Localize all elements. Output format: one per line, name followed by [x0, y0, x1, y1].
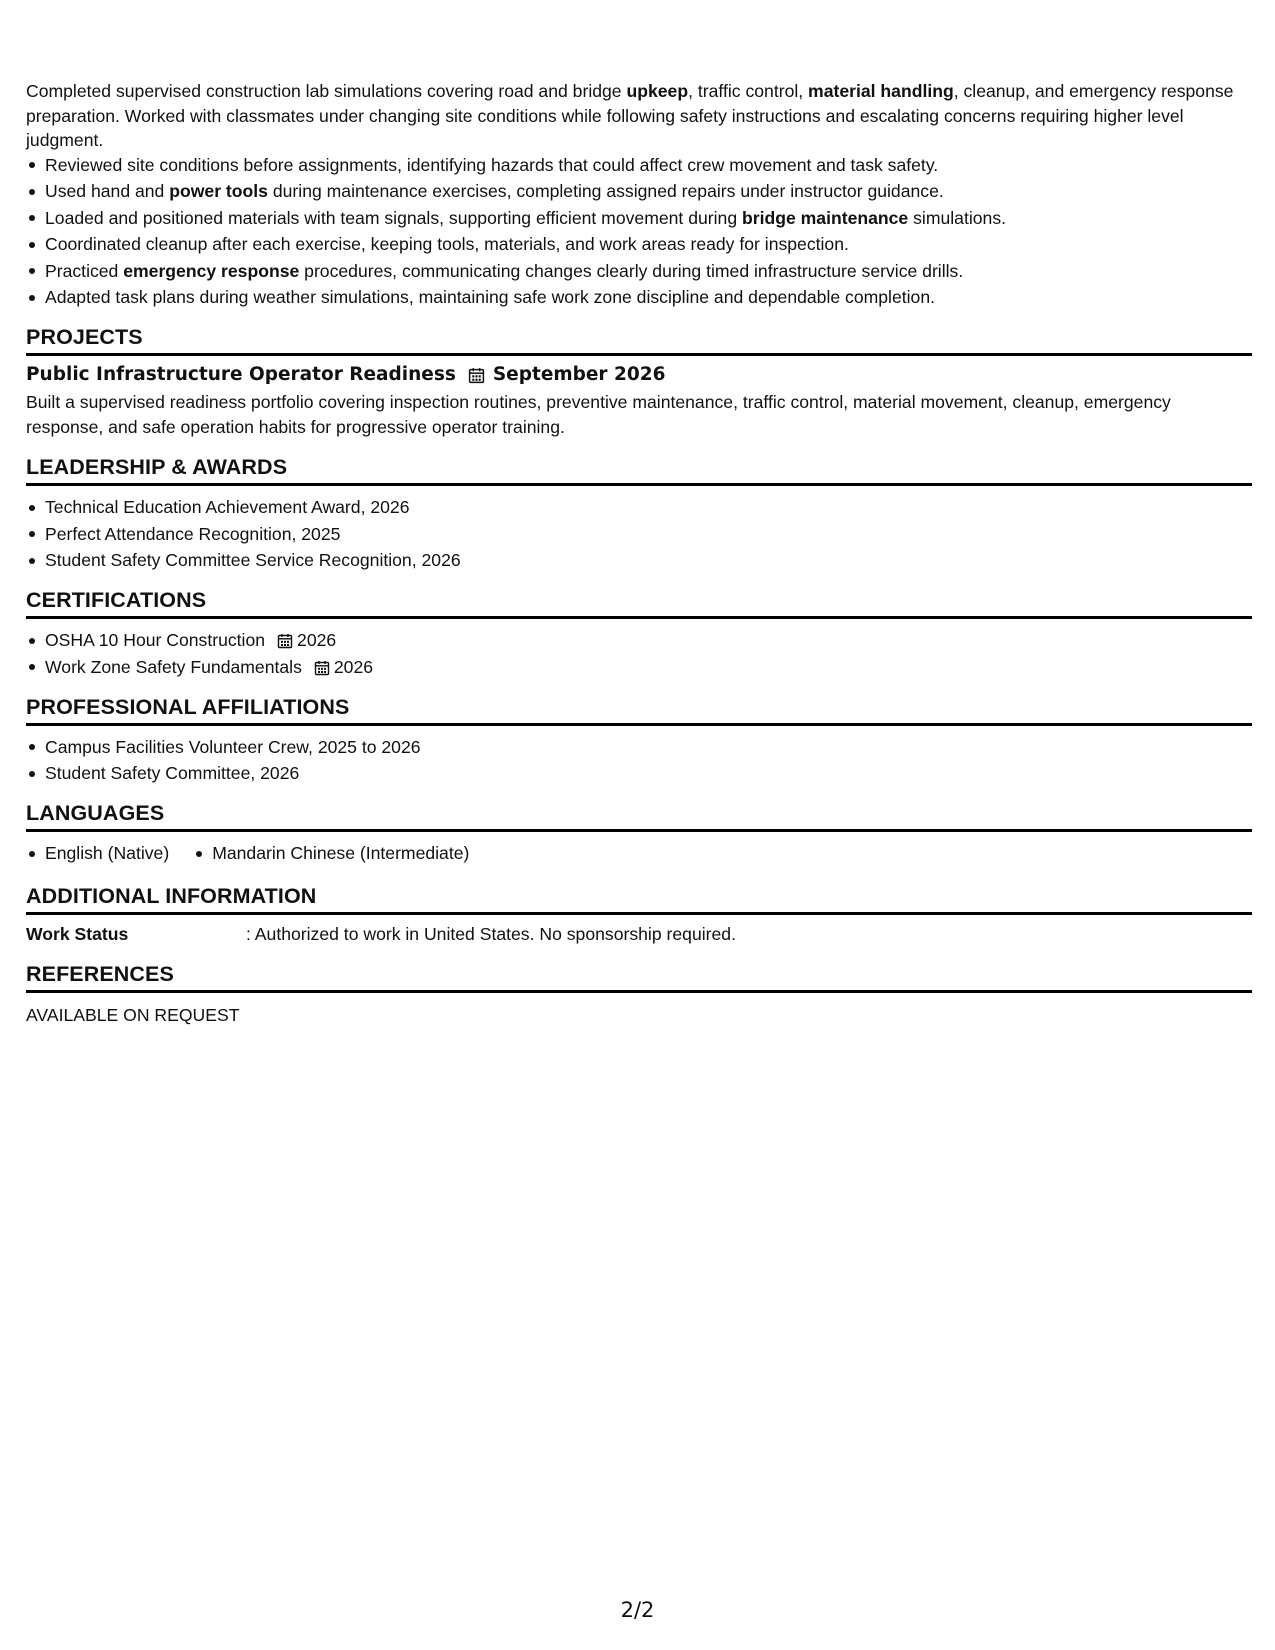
projects-section — [26, 324, 1252, 439]
list-item — [26, 655, 1252, 679]
list-item: Perfect Attendance Recognition, 2025 — [26, 522, 1252, 546]
page-number: 2/2 — [620, 1598, 655, 1622]
work-status-row — [26, 922, 1252, 946]
list-item: Student Safety Committee Service Recognition, 2026 — [26, 548, 1252, 572]
section-title-affiliations: PROFESSIONAL AFFILIATIONS — [26, 694, 1252, 726]
section-title-leadership: LEADERSHIP & AWARDS — [26, 454, 1252, 486]
affiliations-section — [26, 694, 1252, 786]
list-item: Used hand and power tools during maintenance exercises, completing assigned repairs under instructor guidance. — [26, 179, 1252, 203]
resume-page — [26, 79, 1252, 1027]
leadership-list — [26, 495, 1252, 572]
project-header — [26, 362, 1252, 388]
references-text: AVAILABLE ON REQUEST — [26, 1004, 240, 1025]
certification-year: 2026 — [333, 656, 374, 677]
references-section — [26, 961, 1252, 1028]
certification-name: OSHA 10 Hour Construction — [45, 630, 266, 650]
list-item: Technical Education Achievement Award, 2026 — [26, 495, 1252, 519]
certification-year: 2026 — [297, 630, 337, 650]
certification-name: Work Zone Safety Fundamentals — [45, 656, 302, 677]
calendar-icon — [277, 633, 293, 649]
project-name: Public Infrastructure Operator Readiness — [26, 364, 456, 385]
list-item: Reviewed site conditions before assignments, identifying hazards that could affect crew movement and task safety. — [26, 153, 1252, 177]
section-title-references: REFERENCES — [26, 961, 1252, 993]
affiliations-list — [26, 735, 1252, 786]
work-status-value: : Authorized to work in United States. No sponsorship required. — [246, 923, 736, 944]
languages-list — [26, 841, 1252, 868]
section-title-projects: PROJECTS — [26, 324, 1252, 356]
section-title-languages: LANGUAGES — [26, 800, 1252, 832]
additional-info-section — [26, 883, 1252, 946]
project-date-text: September 2026 — [492, 364, 666, 385]
list-item: Student Safety Committee, 2026 — [26, 761, 1252, 785]
calendar-icon — [314, 660, 330, 676]
work-status-label: Work Status — [26, 923, 129, 944]
project-date — [468, 362, 666, 388]
certifications-list — [26, 628, 1252, 679]
project-description: Built a supervised readiness portfolio covering inspection routines, preventive maintenance, traffic control, material movement, cleanup, emergency response, and safe operation habits for progressive operator training. — [26, 392, 1171, 437]
language-item: Mandarin Chinese (Intermediate) — [193, 841, 469, 865]
experience-summary: Completed supervised construction lab simulations covering road and bridge upkeep, traffic control, material handling, cleanup, and emergency response preparation. Worked with classmates under changing site conditions while following safety instructions and escalating concerns requiring higher level judgment. — [26, 81, 1234, 150]
leadership-section — [26, 454, 1252, 572]
language-item: English (Native) — [26, 841, 169, 865]
list-item — [26, 628, 1252, 652]
list-item: Loaded and positioned materials with team signals, supporting efficient movement during bridge maintenance simulations. — [26, 206, 1252, 230]
section-title-certifications: CERTIFICATIONS — [26, 587, 1252, 619]
calendar-icon — [468, 367, 485, 384]
list-item: Coordinated cleanup after each exercise, keeping tools, materials, and work areas ready for inspection. — [26, 232, 1252, 256]
languages-section — [26, 800, 1252, 868]
list-item: Campus Facilities Volunteer Crew, 2025 to 2026 — [26, 735, 1252, 759]
certifications-section — [26, 587, 1252, 679]
list-item: Adapted task plans during weather simulations, maintaining safe work zone discipline and dependable completion. — [26, 285, 1252, 309]
experience-bullets — [26, 153, 1252, 310]
list-item: Practiced emergency response procedures, communicating changes clearly during timed infrastructure service drills. — [26, 259, 1252, 283]
section-title-additional: ADDITIONAL INFORMATION — [26, 883, 1252, 915]
